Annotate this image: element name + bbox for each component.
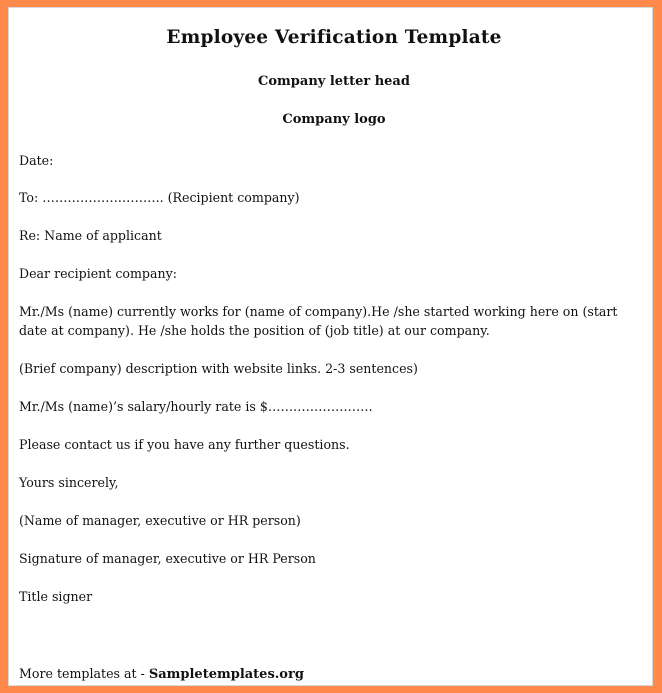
description-line: (Brief company) description with website links. 2-3 sentences) — [19, 361, 418, 376]
company-logo-label: Company logo — [282, 112, 386, 127]
letter-head: Company letter head — [258, 74, 410, 89]
footer-site-link[interactable]: Sampletemplates.org — [148, 667, 304, 682]
document-frame — [8, 7, 653, 686]
re-line: Re: Name of applicant — [19, 228, 162, 243]
signature-line: Signature of manager, executive or HR Person — [19, 551, 316, 566]
closing-line: Yours sincerely, — [19, 475, 119, 490]
footer-prefix: More templates at - — [19, 666, 149, 681]
date-line: Date: — [19, 153, 54, 168]
footer — [19, 664, 639, 684]
manager-name-line: (Name of manager, executive or HR person) — [19, 513, 301, 528]
title-signer-line: Title signer — [19, 589, 93, 604]
salary-line: Mr./Ms (name)’s salary/hourly rate is $……………………. — [19, 399, 373, 414]
body-paragraph: Mr./Ms (name) currently works for (name of company).He /she started working here on (start date at company). He /she holds the position of (job title) at our company. — [19, 304, 618, 338]
to-line: To: ……………………….. (Recipient company) — [19, 190, 300, 205]
document-title: Employee Verification Template — [166, 27, 502, 48]
salutation: Dear recipient company: — [19, 266, 177, 281]
contact-line: Please contact us if you have any further questions. — [19, 437, 350, 452]
